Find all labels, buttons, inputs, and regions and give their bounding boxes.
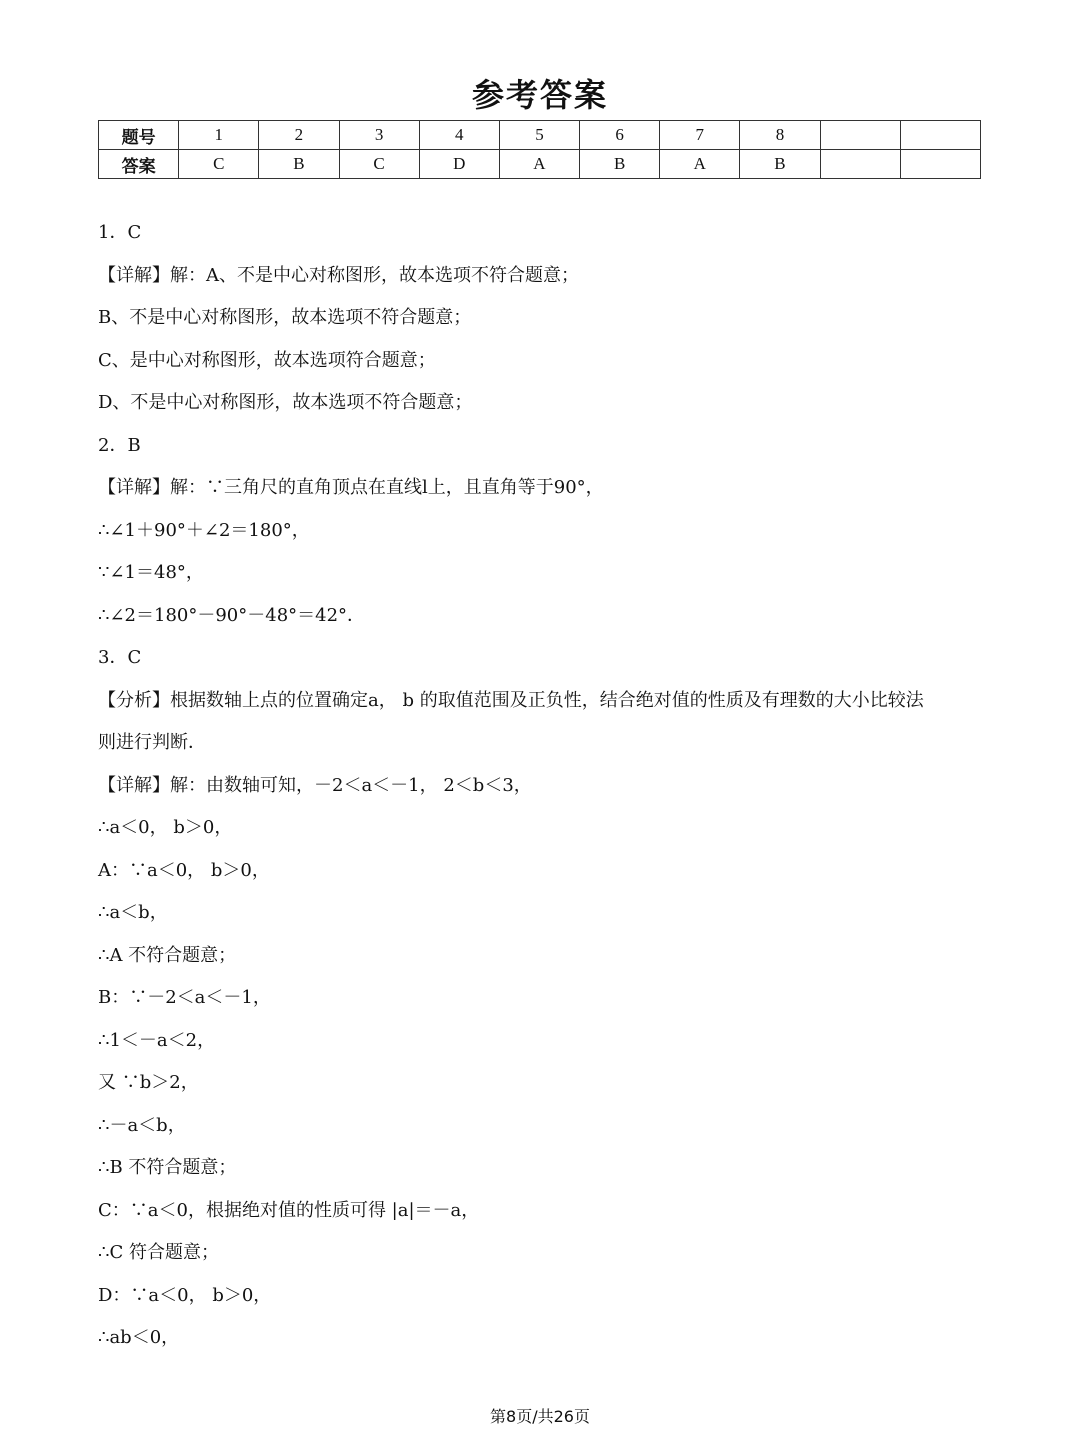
row-label-answer: 答案 (99, 150, 179, 179)
answer-row (99, 150, 981, 179)
answer-cell: C (179, 150, 259, 179)
question-number-cell: 8 (740, 121, 820, 150)
solution-line: 又 ∵b＞2， (98, 1072, 199, 1093)
solution-line: C：∵a＜0，根据绝对值的性质可得 |a|＝－a， (98, 1199, 480, 1221)
solution-line: ∴a＜b， (98, 902, 168, 923)
solution-line: 则进行判断． (98, 732, 206, 753)
answer-cell: B (740, 150, 820, 179)
answer-table (98, 120, 981, 179)
solution-line: ∴1＜－a＜2， (98, 1029, 216, 1051)
solution-line: ∴∠2＝180°－90°－48°＝42°． (98, 604, 366, 626)
solution-line: C、是中心对称图形，故本选项符合题意； (98, 349, 436, 371)
row-label-question: 题号 (99, 121, 179, 150)
solution-line: ∴C 符合题意； (98, 1242, 219, 1263)
question-number-cell: 3 (339, 121, 419, 150)
solution-line: A：∵a＜0， b＞0， (98, 859, 270, 881)
solution-line: D、不是中心对称图形，故本选项不符合题意； (98, 392, 473, 413)
solution-line: D：∵a＜0， b＞0， (98, 1284, 272, 1306)
solution-line: B、不是中心对称图形，故本选项不符合题意； (98, 307, 472, 328)
page-footer: 第8页/共26页 (490, 1407, 590, 1426)
question-number-row (99, 121, 981, 150)
solution-body (98, 212, 988, 1360)
solution-line: B：∵－2＜a＜－1， (98, 987, 271, 1008)
solution-line: ∴ab＜0， (98, 1327, 180, 1348)
solution-line: 【分析】根据数轴上点的位置确定a， b 的取值范围及正负性，结合绝对值的性质及有理数的大小比较法 (98, 689, 924, 711)
solution-line: 【详解】解：∵三角尺的直角顶点在直线l上，且直角等于90°， (98, 477, 604, 498)
solution-line: ∴－a＜b， (98, 1114, 186, 1136)
solution-line: 3．C (98, 647, 142, 668)
answer-cell: A (499, 150, 579, 179)
answer-cell: B (580, 150, 660, 179)
question-number-cell: 7 (660, 121, 740, 150)
question-number-cell (820, 121, 900, 150)
solution-line: ∴∠1＋90°＋∠2＝180°， (98, 519, 310, 541)
solution-line: 【详解】解：由数轴可知，－2＜a＜－1， 2＜b＜3， (98, 774, 532, 796)
answer-cell (820, 150, 900, 179)
solution-line: 1．C (98, 222, 142, 243)
question-number-cell (900, 121, 980, 150)
solution-line: ∴B 不符合题意； (98, 1157, 237, 1178)
question-number-cell: 2 (259, 121, 339, 150)
answer-cell (900, 150, 980, 179)
solution-line: ∵∠1＝48°， (98, 562, 204, 583)
solution-line: ∴a＜0， b＞0， (98, 817, 233, 838)
solution-line: 2．B (98, 434, 141, 456)
question-number-cell: 6 (580, 121, 660, 150)
question-number-cell: 5 (499, 121, 579, 150)
page-title: 参考答案 (471, 76, 608, 114)
solution-line: ∴A 不符合题意； (98, 944, 237, 966)
question-number-cell: 4 (419, 121, 499, 150)
answer-cell: C (339, 150, 419, 179)
question-number-cell: 1 (179, 121, 259, 150)
answer-cell: A (660, 150, 740, 179)
answer-cell: D (419, 150, 499, 179)
answer-cell: B (259, 150, 339, 179)
solution-line: 【详解】解：A、不是中心对称图形，故本选项不符合题意； (98, 264, 579, 286)
